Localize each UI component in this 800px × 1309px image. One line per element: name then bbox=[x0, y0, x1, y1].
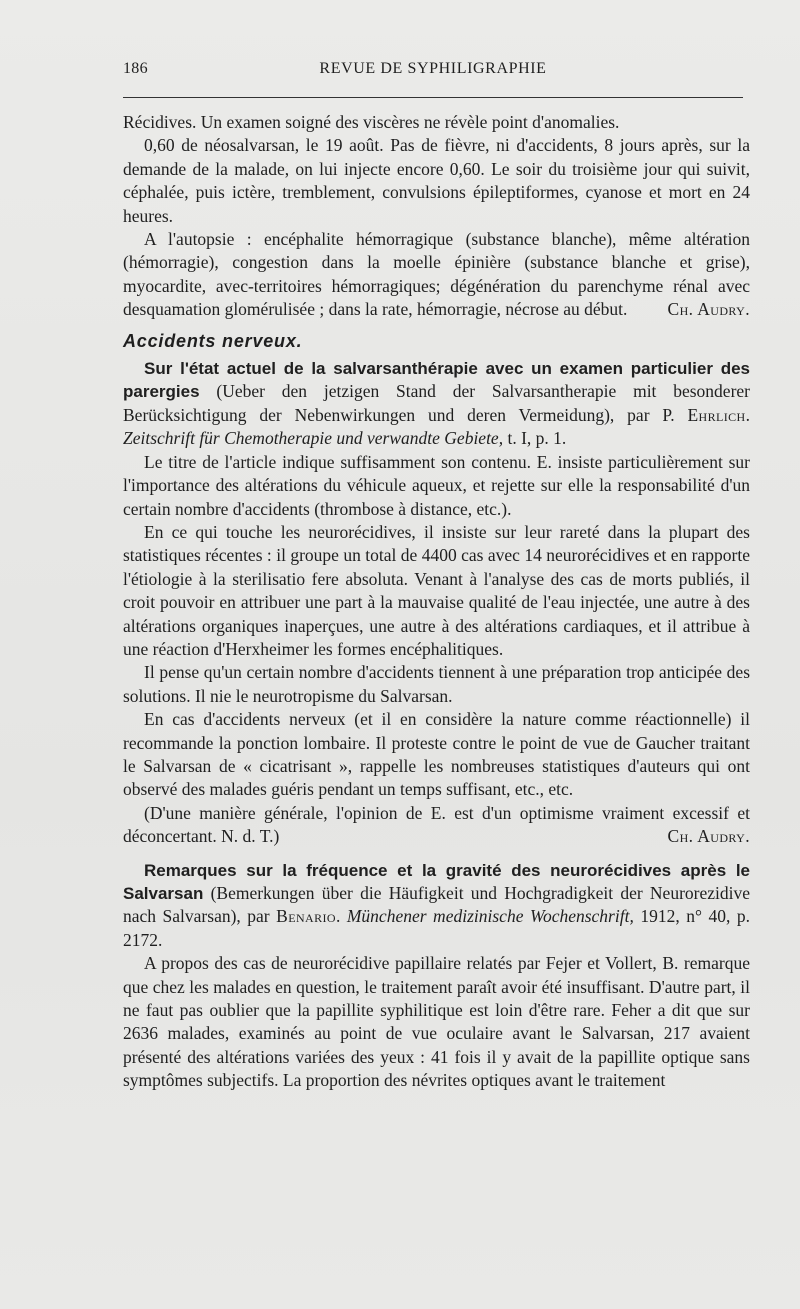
paragraph: Il pense qu'un certain nombre d'accidents tiennent à une préparation trop anticipée des solutions. Il nie le neurotropisme du Salvarsan. bbox=[123, 662, 750, 706]
paragraph bbox=[123, 802, 750, 849]
article-original-title: (Ueber den jetzigen Stand der Salvarsantherapie mit besonderer Berücksichtigung der Nebenwirkungen und deren Vermeidung), par P. bbox=[123, 381, 750, 425]
article-title: Sur l'état actuel de la salvarsanthérapie avec un examen particulier des parergies bbox=[123, 359, 750, 402]
article-heading bbox=[123, 357, 750, 451]
paragraph-text: (D'une manière générale, l'opinion de E. est d'un optimisme vraiment excessif et déconcertant. N. d. T.) bbox=[123, 802, 750, 847]
separator: . bbox=[745, 404, 750, 425]
paragraph: En ce qui touche les neurorécidives, il insiste sur leur rareté dans la plupart des statistiques récentes : il groupe un total de 4400 cas avec 14 neurorécidives et en rapporte l'étiologie à la sterilisatio fere absoluta. Venant à l'analyse des cas de morts publiés, il croit pouvoir en attribuer une part à la mauvaise qualité de l'eau injectée, une autre à des altérations organiques inaperçues, une autre à des altérations cardiaques, et il attribue à une réaction d'Herxheimer les formes encéphalitiques. bbox=[123, 521, 750, 659]
article-author: Ehrlich bbox=[687, 404, 746, 425]
journal-ref: 1912, n° 40, p. 2172. bbox=[123, 906, 750, 950]
header-rule bbox=[123, 97, 743, 98]
paragraph-text: A l'autopsie : encéphalite hémorragique (substance blanche), même altération (hémorragie), congestion dans la moelle épinière (substance blanche et grise), myocardite, avec-territoires hémorragiques; dégénération du parenchyme rénal avec desquamation glomérulisée ; dans la rate, hémorragie, nécrose au début. bbox=[123, 229, 750, 320]
signature: Ch. Audry. bbox=[667, 299, 750, 320]
journal-ref: t. I, p. 1. bbox=[503, 428, 567, 449]
separator: . bbox=[335, 906, 347, 927]
article-title: Remarques sur la fréquence et la gravité des neurorécidives après le Salvarsan bbox=[123, 860, 750, 903]
paragraph: A propos des cas de neurorécidive papillaire relatés par Fejer et Vollert, B. remarque que chez les malades en question, le traitement paraît avoir été insuffisant. D'autre part, il ne faut pas oublier que la papillite syphilitique est loin d'être rare. Feher a dit que sur 2636 malades, examinés au point de vue oculaire avant le Salvarsan, 217 avaient présenté des altérations variées des yeux : 41 fois il y avait de la papillite optique sans symptômes subjectifs. La proportion des névrites optiques avant le traitement bbox=[123, 953, 750, 1091]
paragraph: Le titre de l'article indique suffisamment son contenu. E. insiste particulièrement sur l'importance des altérations du véhicule aqueux, et rejette sur elle la responsabilité d'un certain nombre d'accidents (thrombose à distance, etc.). bbox=[123, 451, 750, 519]
paragraph: 0,60 de néosalvarsan, le 19 août. Pas de fièvre, ni d'accidents, 8 jours après, sur la demande de la malade, on lui injecte encore 0,60. Le soir du troisième jour qui suivit, céphalée, puis ictère, tremblement, convulsions épileptiformes, cyanose et mort en 24 heures. bbox=[123, 135, 750, 226]
section-title: Accidents nerveux. bbox=[123, 330, 303, 351]
page-body bbox=[123, 111, 750, 1093]
running-title: REVUE DE SYPHILIGRAPHIE bbox=[319, 60, 547, 77]
signature: Ch. Audry. bbox=[667, 826, 750, 847]
article-heading bbox=[123, 859, 750, 953]
paragraph: Récidives. Un examen soigné des viscères ne révèle point d'anomalies. bbox=[123, 112, 620, 132]
paragraph: En cas d'accidents nerveux (et il en considère la nature comme réactionnelle) il recommande la ponction lombaire. Il proteste contre le point de vue de Gaucher traitant le Salvarsan de « cicatrisant », rappelle les nombreuses statistiques d'auteurs qui ont observé des malades guéris pendant un temps suffisant, etc., etc. bbox=[123, 709, 750, 800]
page-header bbox=[123, 60, 743, 84]
article-author: Benario bbox=[276, 906, 336, 927]
journal-name: Münchener medizinische Wochenschrift, bbox=[346, 906, 634, 927]
journal-name: Zeitschrift für Chemotherapie und verwandte Gebiete, bbox=[123, 428, 504, 449]
paragraph bbox=[123, 228, 750, 322]
page-number: 186 bbox=[123, 60, 148, 77]
article-original-title: (Bemerkungen über die Häufigkeit und Hochgradigkeit der Neurorezidive nach Salvarsan), par bbox=[123, 883, 750, 927]
